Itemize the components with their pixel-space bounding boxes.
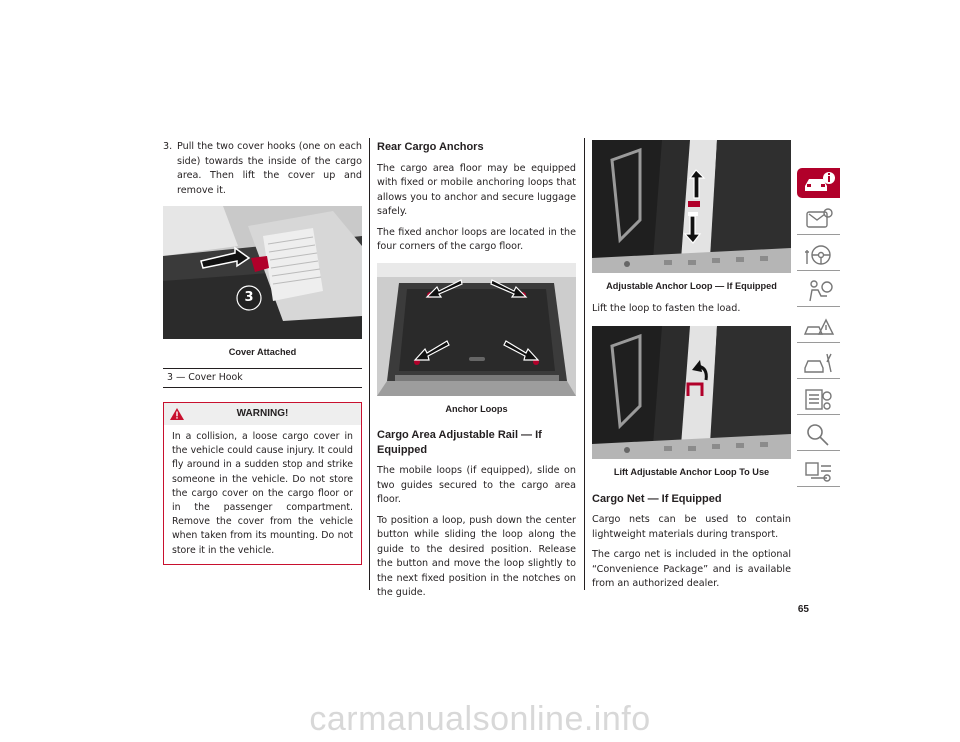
warning-header (164, 403, 361, 425)
chapter-tab-car-info[interactable] (797, 168, 840, 198)
warning-triangle-icon (170, 408, 184, 420)
car-info-icon (797, 168, 840, 198)
rail-paragraph-2: To position a loop, push down the center button while sliding the loop along the guide to the desired position. Release the button and move the loop slightly to the next fixed position in the notches on the guide. (377, 514, 576, 598)
step-3 (163, 140, 362, 198)
chapter-tab-index[interactable] (797, 420, 840, 451)
cover-attached-image (163, 206, 362, 339)
cargo-net-paragraph-1: Cargo nets can be used to contain lightweight materials during transport. (592, 514, 791, 540)
chapter-tab-specs[interactable] (797, 384, 840, 415)
chapter-tab-multimedia[interactable] (797, 456, 840, 487)
chapter-tab-service[interactable] (797, 348, 840, 379)
cargo-net-paragraph-2: The cargo net is included in the optional “Convenience Package” and is available from an authorized dealer. (592, 549, 791, 589)
rail-paragraph-1: The mobile loops (if equipped), slide on two guides secured to the cargo area floor. (377, 465, 576, 505)
anchors-paragraph-1: The cargo area floor may be equipped with fixed or mobile anchoring loops that allows you to anchor and secure luggage safely. (377, 162, 576, 217)
car-service-icon (797, 348, 840, 378)
anchor-loops-caption: Anchor Loops (445, 403, 508, 414)
cargo-net-heading: Cargo Net — If Equipped (592, 492, 722, 505)
chapter-tab-safety[interactable] (797, 276, 840, 307)
specifications-icon (797, 384, 840, 414)
adjustable-anchor-loop-caption: Adjustable Anchor Loop — If Equipped (606, 281, 777, 291)
roadside-warning-icon (797, 312, 840, 342)
adjustable-anchor-loop-image (592, 140, 791, 273)
multimedia-icon (797, 456, 840, 486)
column-1 (163, 140, 362, 565)
page-number: 65 (797, 604, 809, 615)
steering-wheel-icon (797, 240, 840, 270)
callout-3: 3 (244, 290, 254, 305)
cover-attached-caption: Cover Attached (228, 347, 297, 357)
lift-anchor-loop-caption: Lift Adjustable Anchor Loop To Use (613, 467, 770, 477)
lift-anchor-loop-image (592, 326, 791, 459)
chapter-tab-emergency[interactable] (797, 312, 840, 343)
warning-title: WARNING! (236, 408, 289, 419)
chapter-tab-dashboard[interactable] (797, 204, 840, 235)
watermark: carmanualsonline.info (309, 700, 651, 738)
column-3 (592, 140, 791, 598)
warning-box (163, 402, 362, 565)
step-number: 3. (163, 141, 173, 152)
rear-cargo-anchors-heading: Rear Cargo Anchors (377, 141, 484, 153)
adjustable-rail-heading: Cargo Area Adjustable Rail — If Equipped (377, 429, 542, 456)
lift-loop-paragraph: Lift the loop to fasten the load. (592, 302, 741, 314)
cover-legend: 3 — Cover Hook (163, 368, 362, 389)
search-index-icon (797, 420, 840, 450)
dashboard-lights-icon (797, 204, 840, 234)
warning-text: In a collision, a loose cargo cover in the vehicle could cause injury. It could fly around in a sudden stop and strike someone in the vehicle. Do not store the cargo cover on the cargo floor or in the passenger compartment. Remove the cover from the vehicle when taken from its mounting. Do not store it in the vehicle. (172, 431, 353, 556)
step-text: Pull the two cover hooks (one on each side) towards the inside of the cargo area. Then lift the cover up and remove it. (177, 141, 362, 196)
anchors-paragraph-2: The fixed anchor loops are located in the four corners of the cargo floor. (377, 226, 576, 252)
chapter-tab-steering[interactable] (797, 240, 840, 271)
anchor-loops-image (377, 263, 576, 396)
column-divider-1 (369, 138, 370, 590)
column-2 (377, 140, 576, 607)
column-divider-2 (584, 138, 585, 590)
airbag-safety-icon (797, 276, 840, 306)
